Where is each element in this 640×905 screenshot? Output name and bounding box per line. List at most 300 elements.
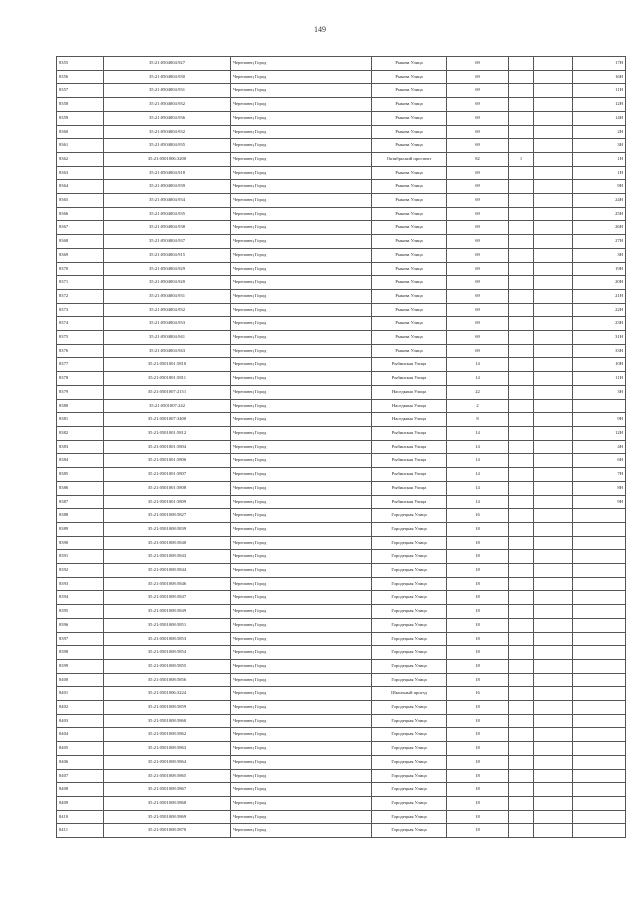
- empty-cell: [534, 207, 573, 221]
- house-number-cell: 69: [447, 139, 509, 153]
- street-cell: Наседкина Улица: [372, 413, 447, 427]
- building-cell: [509, 57, 534, 71]
- cadastral-number-cell: 35:21:0501007:2151: [104, 385, 231, 399]
- apartment-cell: [573, 796, 626, 810]
- empty-cell: [534, 509, 573, 523]
- street-cell: Городецкая Улица: [372, 591, 447, 605]
- record-number-cell: 8382: [57, 426, 104, 440]
- house-number-cell: 69: [447, 111, 509, 125]
- house-number-cell: 69: [447, 207, 509, 221]
- city-cell: Череповец Город: [231, 796, 372, 810]
- apartment-cell: 22Н: [573, 303, 626, 317]
- empty-cell: [534, 536, 573, 550]
- apartment-cell: [573, 618, 626, 632]
- house-number-cell: 18: [447, 810, 509, 824]
- building-cell: [509, 591, 534, 605]
- empty-cell: [534, 687, 573, 701]
- apartment-cell: 21Н: [573, 289, 626, 303]
- cadastral-number-cell: 35:21:0501008:5843: [104, 550, 231, 564]
- table-row: [57, 70, 626, 84]
- house-number-cell: 18: [447, 646, 509, 660]
- building-cell: [509, 536, 534, 550]
- table-row: [57, 84, 626, 98]
- apartment-cell: 19Н: [573, 262, 626, 276]
- table-row: [57, 385, 626, 399]
- city-cell: Череповец Город: [231, 687, 372, 701]
- building-cell: [509, 796, 534, 810]
- cadastral-number-cell: 35:21:0504004:931: [104, 84, 231, 98]
- cadastral-number-cell: 35:21:0501008:5851: [104, 618, 231, 632]
- cadastral-number-cell: 35:21:0501008:5844: [104, 564, 231, 578]
- table-row: [57, 98, 626, 112]
- table-row: [57, 687, 626, 701]
- city-cell: Череповец Город: [231, 372, 372, 386]
- cadastral-number-cell: 35:21:0504004:943: [104, 344, 231, 358]
- house-number-cell: 18: [447, 550, 509, 564]
- house-number-cell: 69: [447, 166, 509, 180]
- apartment-cell: 24Н: [573, 194, 626, 208]
- building-cell: [509, 632, 534, 646]
- apartment-cell: [573, 399, 626, 413]
- table-row: [57, 536, 626, 550]
- city-cell: Череповец Город: [231, 194, 372, 208]
- apartment-cell: [573, 701, 626, 715]
- house-number-cell: 69: [447, 317, 509, 331]
- building-cell: [509, 454, 534, 468]
- cadastral-number-cell: 35:21:0501008:5860: [104, 714, 231, 728]
- city-cell: Череповец Город: [231, 235, 372, 249]
- cadastral-number-cell: 35:21:0504004:937: [104, 235, 231, 249]
- table-row: [57, 358, 626, 372]
- registry-table-body: [57, 57, 626, 838]
- empty-cell: [534, 755, 573, 769]
- record-number-cell: 8362: [57, 152, 104, 166]
- house-number-cell: 69: [447, 70, 509, 84]
- cadastral-number-cell: 35:21:0504004:939: [104, 180, 231, 194]
- table-row: [57, 728, 626, 742]
- street-cell: Рыкова Улица: [372, 84, 447, 98]
- record-number-cell: 8373: [57, 303, 104, 317]
- apartment-cell: 8Н: [573, 481, 626, 495]
- house-number-cell: 18: [447, 618, 509, 632]
- city-cell: Череповец Город: [231, 125, 372, 139]
- table-row: [57, 289, 626, 303]
- cadastral-number-cell: 35:21:0501008:5847: [104, 591, 231, 605]
- city-cell: Череповец Город: [231, 564, 372, 578]
- cadastral-number-cell: 35:21:0501008:5855: [104, 659, 231, 673]
- street-cell: Городецкая Улица: [372, 755, 447, 769]
- street-cell: Рыкова Улица: [372, 180, 447, 194]
- street-cell: Рыкова Улица: [372, 194, 447, 208]
- empty-cell: [534, 98, 573, 112]
- apartment-cell: [573, 577, 626, 591]
- city-cell: Череповец Город: [231, 577, 372, 591]
- house-number-cell: 14: [447, 468, 509, 482]
- street-cell: Рыкова Улица: [372, 70, 447, 84]
- empty-cell: [534, 111, 573, 125]
- record-number-cell: 8403: [57, 714, 104, 728]
- table-row: [57, 57, 626, 71]
- building-cell: [509, 70, 534, 84]
- city-cell: Череповец Город: [231, 262, 372, 276]
- empty-cell: [534, 591, 573, 605]
- house-number-cell: 14: [447, 358, 509, 372]
- empty-cell: [534, 673, 573, 687]
- record-number-cell: 8384: [57, 454, 104, 468]
- cadastral-number-cell: 35:21:0501008:5827: [104, 509, 231, 523]
- apartment-cell: [573, 605, 626, 619]
- page-number: 149: [314, 25, 326, 34]
- registry-table: [56, 56, 626, 838]
- empty-cell: [534, 522, 573, 536]
- city-cell: Череповец Город: [231, 139, 372, 153]
- record-number-cell: 8400: [57, 673, 104, 687]
- street-cell: Рыкова Улица: [372, 235, 447, 249]
- empty-cell: [534, 331, 573, 345]
- empty-cell: [534, 70, 573, 84]
- house-number-cell: 14: [447, 426, 509, 440]
- record-number-cell: 8383: [57, 440, 104, 454]
- apartment-cell: 11Н: [573, 372, 626, 386]
- apartment-cell: 9Н: [573, 180, 626, 194]
- record-number-cell: 8358: [57, 98, 104, 112]
- cadastral-number-cell: 35:21:0504004:935: [104, 139, 231, 153]
- record-number-cell: 8402: [57, 701, 104, 715]
- empty-cell: [534, 728, 573, 742]
- cadastral-number-cell: 35:21:0501001:5811: [104, 372, 231, 386]
- building-cell: [509, 84, 534, 98]
- apartment-cell: 17Н: [573, 57, 626, 71]
- table-row: [57, 605, 626, 619]
- empty-cell: [534, 495, 573, 509]
- street-cell: Октябрьский проспект: [372, 152, 447, 166]
- cadastral-number-cell: 35:21:0501007:3400: [104, 413, 231, 427]
- street-cell: Рыкова Улица: [372, 111, 447, 125]
- record-number-cell: 8389: [57, 522, 104, 536]
- apartment-cell: 11Н: [573, 84, 626, 98]
- city-cell: Череповец Город: [231, 331, 372, 345]
- building-cell: [509, 385, 534, 399]
- city-cell: Череповец Город: [231, 248, 372, 262]
- apartment-cell: [573, 687, 626, 701]
- city-cell: Череповец Город: [231, 385, 372, 399]
- cadastral-number-cell: 35:21:0501001:5807: [104, 468, 231, 482]
- cadastral-number-cell: 35:21:0504004:932: [104, 125, 231, 139]
- table-row: [57, 344, 626, 358]
- house-number-cell: 69: [447, 125, 509, 139]
- house-number-cell: 69: [447, 235, 509, 249]
- empty-cell: [534, 783, 573, 797]
- house-number-cell: 16: [447, 687, 509, 701]
- table-row: [57, 564, 626, 578]
- city-cell: Череповец Город: [231, 57, 372, 71]
- record-number-cell: 8392: [57, 564, 104, 578]
- empty-cell: [534, 235, 573, 249]
- building-cell: [509, 426, 534, 440]
- empty-cell: [534, 646, 573, 660]
- apartment-cell: [573, 714, 626, 728]
- cadastral-number-cell: 35:21:0501008:5863: [104, 742, 231, 756]
- record-number-cell: 8391: [57, 550, 104, 564]
- table-row: [57, 495, 626, 509]
- city-cell: Череповец Город: [231, 426, 372, 440]
- city-cell: Череповец Город: [231, 714, 372, 728]
- cadastral-number-cell: 35:21:0501008:5864: [104, 755, 231, 769]
- apartment-cell: 9Н: [573, 413, 626, 427]
- record-number-cell: 8359: [57, 111, 104, 125]
- record-number-cell: 8405: [57, 742, 104, 756]
- building-cell: [509, 495, 534, 509]
- apartment-cell: 12Н: [573, 426, 626, 440]
- apartment-cell: 25Н: [573, 207, 626, 221]
- house-number-cell: 2: [447, 399, 509, 413]
- empty-cell: [534, 221, 573, 235]
- city-cell: Череповец Город: [231, 591, 372, 605]
- empty-cell: [534, 139, 573, 153]
- cadastral-number-cell: 35:21:0501008:5840: [104, 536, 231, 550]
- apartment-cell: [573, 591, 626, 605]
- empty-cell: [534, 57, 573, 71]
- table-row: [57, 166, 626, 180]
- empty-cell: [534, 180, 573, 194]
- record-number-cell: 8387: [57, 495, 104, 509]
- building-cell: [509, 248, 534, 262]
- street-cell: Городецкая Улица: [372, 632, 447, 646]
- empty-cell: [534, 125, 573, 139]
- house-number-cell: 18: [447, 769, 509, 783]
- house-number-cell: 69: [447, 262, 509, 276]
- table-row: [57, 262, 626, 276]
- street-cell: Городецкая Улица: [372, 509, 447, 523]
- street-cell: Городецкая Улица: [372, 564, 447, 578]
- empty-cell: [534, 440, 573, 454]
- street-cell: Рыкова Улица: [372, 125, 447, 139]
- cadastral-number-cell: 35:21:0501008:5853: [104, 632, 231, 646]
- empty-cell: [534, 577, 573, 591]
- apartment-cell: 3Н: [573, 139, 626, 153]
- table-row: [57, 522, 626, 536]
- building-cell: [509, 481, 534, 495]
- apartment-cell: [573, 522, 626, 536]
- street-cell: Рыкова Улица: [372, 248, 447, 262]
- street-cell: Рыкова Улица: [372, 98, 447, 112]
- apartment-cell: 9Н: [573, 495, 626, 509]
- record-number-cell: 8361: [57, 139, 104, 153]
- table-row: [57, 152, 626, 166]
- street-cell: Городецкая Улица: [372, 659, 447, 673]
- table-row: [57, 755, 626, 769]
- house-number-cell: 18: [447, 728, 509, 742]
- record-number-cell: 8375: [57, 331, 104, 345]
- record-number-cell: 8397: [57, 632, 104, 646]
- empty-cell: [534, 358, 573, 372]
- empty-cell: [534, 262, 573, 276]
- street-cell: Рыбинская Улица: [372, 454, 447, 468]
- city-cell: Череповец Город: [231, 166, 372, 180]
- street-cell: Городецкая Улица: [372, 714, 447, 728]
- building-cell: [509, 139, 534, 153]
- apartment-cell: 31Н: [573, 331, 626, 345]
- house-number-cell: 18: [447, 824, 509, 838]
- house-number-cell: 69: [447, 248, 509, 262]
- table-row: [57, 714, 626, 728]
- street-cell: Городецкая Улица: [372, 810, 447, 824]
- record-number-cell: 8360: [57, 125, 104, 139]
- record-number-cell: 8399: [57, 659, 104, 673]
- house-number-cell: 18: [447, 605, 509, 619]
- city-cell: Череповец Город: [231, 180, 372, 194]
- building-cell: [509, 262, 534, 276]
- apartment-cell: 6Н: [573, 454, 626, 468]
- building-cell: [509, 618, 534, 632]
- building-cell: [509, 317, 534, 331]
- house-number-cell: 18: [447, 796, 509, 810]
- city-cell: Череповец Город: [231, 673, 372, 687]
- building-cell: [509, 646, 534, 660]
- cadastral-number-cell: 35:21:0504004:931: [104, 289, 231, 303]
- house-number-cell: 18: [447, 659, 509, 673]
- cadastral-number-cell: 35:21:0501008:5870: [104, 824, 231, 838]
- record-number-cell: 8390: [57, 536, 104, 550]
- building-cell: [509, 550, 534, 564]
- building-cell: [509, 125, 534, 139]
- apartment-cell: [573, 728, 626, 742]
- table-row: [57, 618, 626, 632]
- empty-cell: [534, 769, 573, 783]
- street-cell: Городецкая Улица: [372, 783, 447, 797]
- cadastral-number-cell: 35:21:0501001:5809: [104, 495, 231, 509]
- house-number-cell: 69: [447, 98, 509, 112]
- cadastral-number-cell: 35:21:0501006:3224: [104, 687, 231, 701]
- city-cell: Череповец Город: [231, 440, 372, 454]
- street-cell: Городецкая Улица: [372, 618, 447, 632]
- record-number-cell: 8388: [57, 509, 104, 523]
- table-row: [57, 235, 626, 249]
- table-row: [57, 399, 626, 413]
- street-cell: Рыкова Улица: [372, 331, 447, 345]
- city-cell: Череповец Город: [231, 632, 372, 646]
- city-cell: Череповец Город: [231, 605, 372, 619]
- empty-cell: [534, 632, 573, 646]
- building-cell: [509, 810, 534, 824]
- cadastral-number-cell: 35:21:0504004:930: [104, 70, 231, 84]
- table-row: [57, 646, 626, 660]
- record-number-cell: 8378: [57, 372, 104, 386]
- record-number-cell: 8372: [57, 289, 104, 303]
- cadastral-number-cell: 35:21:0504004:920: [104, 276, 231, 290]
- record-number-cell: 8366: [57, 207, 104, 221]
- cadastral-number-cell: 35:21:0501008:5867: [104, 783, 231, 797]
- building-cell: [509, 687, 534, 701]
- record-number-cell: 8404: [57, 728, 104, 742]
- city-cell: Череповец Город: [231, 344, 372, 358]
- table-row: [57, 659, 626, 673]
- table-row: [57, 426, 626, 440]
- apartment-cell: 26Н: [573, 221, 626, 235]
- empty-cell: [534, 303, 573, 317]
- street-cell: Рыбинская Улица: [372, 426, 447, 440]
- house-number-cell: 16: [447, 509, 509, 523]
- city-cell: Череповец Город: [231, 413, 372, 427]
- empty-cell: [534, 796, 573, 810]
- building-cell: [509, 509, 534, 523]
- empty-cell: [534, 152, 573, 166]
- cadastral-number-cell: 35:21:0501008:5868: [104, 796, 231, 810]
- cadastral-number-cell: 35:21:0504004:932: [104, 303, 231, 317]
- city-cell: Череповец Город: [231, 111, 372, 125]
- empty-cell: [534, 372, 573, 386]
- street-cell: Рыкова Улица: [372, 317, 447, 331]
- building-cell: [509, 577, 534, 591]
- table-row: [57, 577, 626, 591]
- building-cell: [509, 742, 534, 756]
- building-cell: [509, 399, 534, 413]
- record-number-cell: 8411: [57, 824, 104, 838]
- empty-cell: [534, 550, 573, 564]
- table-row: [57, 331, 626, 345]
- record-number-cell: 8396: [57, 618, 104, 632]
- house-number-cell: 18: [447, 564, 509, 578]
- table-row: [57, 632, 626, 646]
- empty-cell: [534, 454, 573, 468]
- building-cell: [509, 714, 534, 728]
- empty-cell: [534, 344, 573, 358]
- city-cell: Череповец Город: [231, 536, 372, 550]
- table-row: [57, 769, 626, 783]
- street-cell: Городецкая Улица: [372, 701, 447, 715]
- street-cell: Городецкая Улица: [372, 536, 447, 550]
- street-cell: Рыкова Улица: [372, 344, 447, 358]
- street-cell: Городецкая Улица: [372, 577, 447, 591]
- city-cell: Череповец Город: [231, 495, 372, 509]
- street-cell: Городецкая Улица: [372, 550, 447, 564]
- apartment-cell: [573, 673, 626, 687]
- table-row: [57, 248, 626, 262]
- record-number-cell: 8376: [57, 344, 104, 358]
- street-cell: Рыкова Улица: [372, 57, 447, 71]
- building-cell: [509, 755, 534, 769]
- building-cell: [509, 289, 534, 303]
- table-row: [57, 276, 626, 290]
- cadastral-number-cell: 35:21:0504004:927: [104, 57, 231, 71]
- empty-cell: [534, 84, 573, 98]
- house-number-cell: 69: [447, 180, 509, 194]
- building-cell: [509, 180, 534, 194]
- table-row: [57, 194, 626, 208]
- apartment-cell: [573, 509, 626, 523]
- city-cell: Череповец Город: [231, 618, 372, 632]
- empty-cell: [534, 426, 573, 440]
- house-number-cell: 14: [447, 372, 509, 386]
- table-row: [57, 180, 626, 194]
- house-number-cell: 18: [447, 577, 509, 591]
- record-number-cell: 8410: [57, 810, 104, 824]
- building-cell: [509, 166, 534, 180]
- table-row: [57, 701, 626, 715]
- record-number-cell: 8409: [57, 796, 104, 810]
- table-row: [57, 207, 626, 221]
- cadastral-number-cell: 35:21:0504004:934: [104, 194, 231, 208]
- cadastral-number-cell: 35:21:0501008:5856: [104, 673, 231, 687]
- city-cell: Череповец Город: [231, 221, 372, 235]
- building-cell: [509, 372, 534, 386]
- record-number-cell: 8394: [57, 591, 104, 605]
- apartment-cell: 23Н: [573, 317, 626, 331]
- cadastral-number-cell: 35:21:0501008:5869: [104, 810, 231, 824]
- city-cell: Череповец Город: [231, 783, 372, 797]
- city-cell: Череповец Город: [231, 468, 372, 482]
- record-number-cell: 8380: [57, 399, 104, 413]
